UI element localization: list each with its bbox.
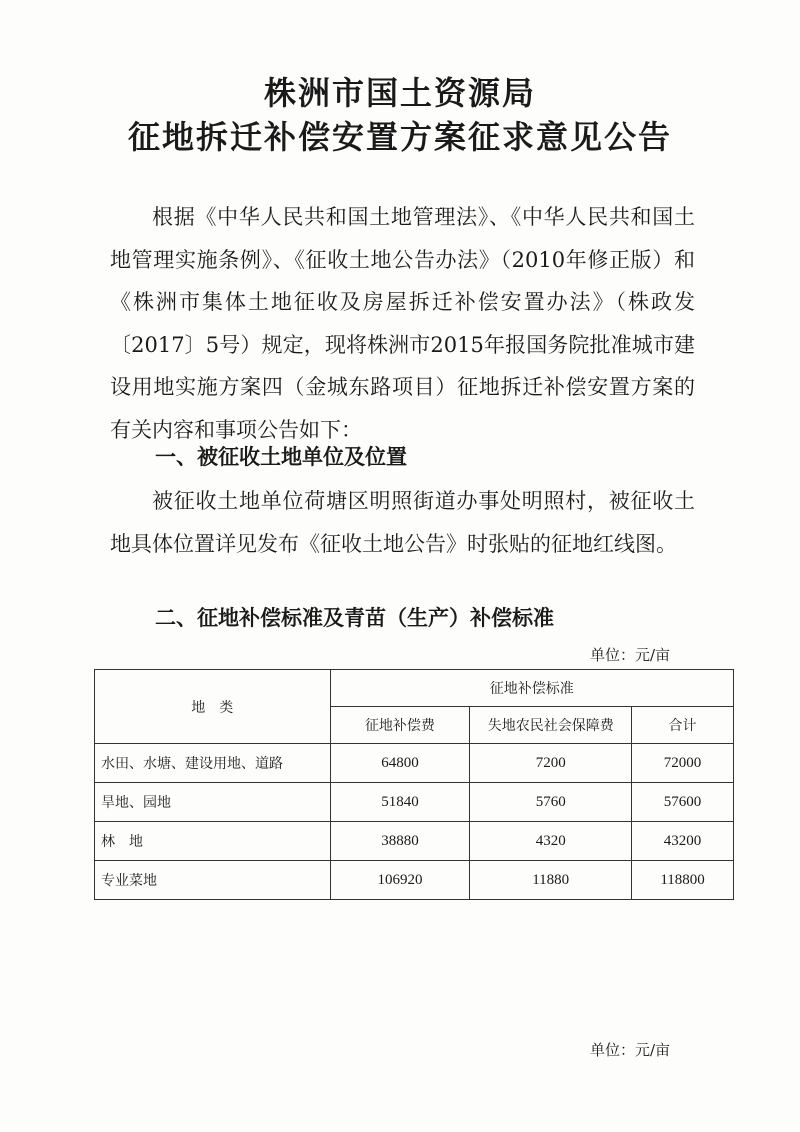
document-subtitle: 征地拆迁补偿安置方案征求意见公告: [127, 118, 672, 156]
intro-paragraph: 根据《中华人民共和国土地管理法》、《中华人民共和国土地管理实施条例》、《征收土地公告办法》（2010年修正版）和《株洲市集体土地征收及房屋拆迁补偿安置办法》（株政发〔2017〕5号）规定，现将株洲市2015年报国务院批准城市建设用地实施方案四（金城东路项目）征地拆迁补偿安置方案的有关内容和事项公告如下：: [110, 205, 695, 442]
social-security-cell: 4320: [470, 822, 632, 861]
land-type-cell: 旱地、园地: [95, 783, 331, 822]
section1-heading: 一、被征收土地单位及位置: [155, 444, 407, 469]
total-cell: 72000: [632, 744, 734, 783]
header-total: 合计: [632, 707, 734, 744]
table-header-row: [95, 670, 734, 707]
social-security-cell: 5760: [470, 783, 632, 822]
land-type-cell: 水田、水塘、建设用地、道路: [95, 744, 331, 783]
table-row: [95, 783, 734, 822]
unit-label: 单位：元/亩: [589, 646, 670, 664]
header-land-type: 地 类: [95, 670, 331, 744]
header-compensation-fee: 征地补偿费: [330, 707, 470, 744]
table-row: [95, 744, 734, 783]
table-row: [95, 861, 734, 900]
document-title: 株洲市国土资源局: [263, 74, 536, 112]
compensation-fee-cell: 64800: [330, 744, 470, 783]
land-type-cell: 林 地: [95, 822, 331, 861]
total-cell: 43200: [632, 822, 734, 861]
social-security-cell: 11880: [470, 861, 632, 900]
compensation-fee-cell: 51840: [330, 783, 470, 822]
header-compensation-standard: 征地补偿标准: [330, 670, 733, 707]
total-cell: 57600: [632, 783, 734, 822]
compensation-fee-cell: 38880: [330, 822, 470, 861]
total-cell: 118800: [632, 861, 734, 900]
section2-heading: 二、征地补偿标准及青苗（生产）补偿标准: [155, 605, 554, 630]
header-social-security-fee: 失地农民社会保障费: [470, 707, 632, 744]
section1-paragraph: 被征收土地单位荷塘区明照街道办事处明照村，被征收土地具体位置详见发布《征收土地公告》时张贴的征地红线图。: [110, 489, 695, 556]
compensation-table: [94, 669, 734, 900]
compensation-fee-cell: 106920: [330, 861, 470, 900]
land-type-cell: 专业菜地: [95, 861, 331, 900]
unit-label-bottom: 单位：元/亩: [589, 1041, 670, 1059]
table-row: [95, 822, 734, 861]
social-security-cell: 7200: [470, 744, 632, 783]
